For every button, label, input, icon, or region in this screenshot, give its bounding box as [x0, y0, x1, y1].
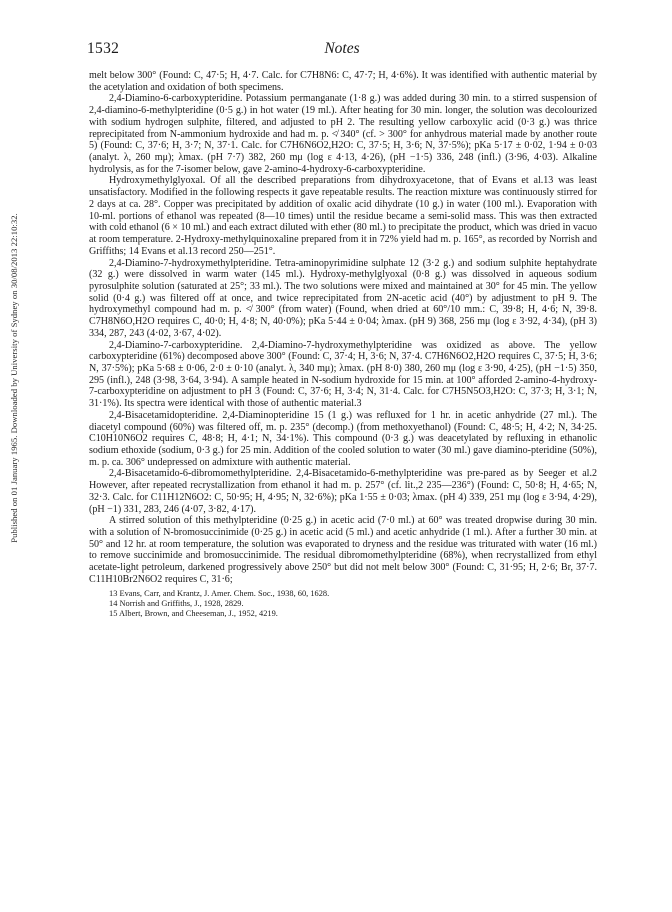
- footnote-14: 14 Norrish and Griffiths, J., 1928, 2829.: [109, 598, 244, 608]
- page-header: [87, 40, 597, 64]
- paragraph-hydroxymethylglyoxal: Hydroxymethylglyoxal. Of all the described preparations from dihydroxyacetone, that of Evans et al.13 was least unsatisfactory. Modified in the following respects it gave repeatable results. The reaction mixture was continuously stirred for 2 days at ca. 28°. Copper was precipitated by addition of oxalic acid dihydrate (10 g.) in water (100 ml.). Evaporation with 10-ml. portions of ethanol was repeated (8—10 times) until the residue became a semi-solid mass. This was then extracted with cold ethanol (6 × 10 ml.) and each extract diluted with ether (80 ml.) to precipitate the product, which was dried in vacuo at room temperature. 2-Hydroxy-methylquinoxaline prepared from it in 72% yield had m. p. 165°, as recorded by Norrish and Griffiths; 14 Evans et al.13 record 250—251°.: [89, 175, 597, 257]
- paragraph-bromination-procedure: A stirred solution of this methylpteridine (0·25 g.) in acetic acid (7·0 ml.) at 60° was treated dropwise during 30 min. with a solution of N-bromosuccinimide (0·25 g.) in acetic acid (5 ml.) and acetic anhydride (1 ml.). After a further 30 min. at 50° and 12 hr. at room temperature, the solution was evaporated to dryness and the residue was triturated with water (16 ml.) to remove succinimide and bromosuccinimide. The residual dibromomethylpteridine (68%), when recrystallized from ethyl acetate-light petroleum, darkened progressively above 250° but did not melt below 300° (Found: C, 31·95; H, 2·6; Br, 37·7. C11H10Br2N6O2 requires C, 31·6;: [89, 515, 597, 585]
- paragraph-diamino-6-carboxypteridine: 2,4-Diamino-6-carboxypteridine. Potassium permanganate (1·8 g.) was added during 30 min. to a stirred suspension of 2,4-diamino-6-methylpteridine (0·5 g.) in hot water (19 ml.). After heating for 30 min. longer, the solution was decolourized with sodium hydrogen sulphite, filtered, and adjusted to pH 2. The resulting yellow carboxylic acid (0·3 g.) was thrice reprecipitated from N-ammonium hydroxide and had m. p. ≮ 340° (cf. > 300° for anhydrous material made by another route 5) (Found: C, 37·6; H, 3·7; N, 37·1. Calc. for C7H6N6O2,H2O: C, 37·5; H, 3·6; N, 37·5%); pKa 5·17 ± 0·02, 1·94 ± 0·03 (analyt. λ, 260 mμ); λmax. (pH 7·7) 382, 260 mμ (log ε 4·13, 4·26), (pH −1·5) 336, 248 (infl.) (3·96, 4·03). Alkaline hydrolysis, as for the 7-isomer below, gave 2-amino-4-hydroxy-6-carboxypteridine.: [89, 93, 597, 175]
- download-watermark-text: Published on 01 January 1965. Downloaded by University of Sydney on 30/08/2013 22:10:32.: [9, 213, 19, 543]
- page-number: 1532: [87, 40, 120, 57]
- paragraph-dibromomethylpteridine: 2,4-Bisacetamido-6-dibromomethylpteridine. 2,4-Bisacetamido-6-methylpteridine was pre-pared as by Seeger et al.2 However, after repeated recrystallization from ethanol it had m. p. 257° (cf. lit.,2 235—236°) (Found: C, 50·8; H, 4·65; N, 32·3. Calc. for C11H12N6O2: C, 50·95; H, 4·95; N, 32·6%); pKa 1·55 ± 0·03; λmax. (pH 4) 339, 251 mμ (log ε 3·94, 4·29), (pH −1) 331, 283, 246 (4·07, 3·82, 4·17).: [89, 468, 597, 515]
- footnotes: [89, 589, 597, 619]
- paragraph-bisacetamidopteridine: 2,4-Bisacetamidopteridine. 2,4-Diaminopteridine 15 (1 g.) was refluxed for 1 hr. in acetic anhydride (27 ml.). The diacetyl compound (60%) was filtered off, m. p. 235° (decomp.) (from methoxyethanol) (Found: C, 48·5; H, 4·2; N, 34·25. C10H10N6O2 requires C, 48·8; H, 4·1; N, 34·1%). This compound (0·3 g.) was deacetylated by refluxing in ethanolic sodium ethoxide (sodium, 0·3 g.) for 25 min. Addition of the cooled solution to water (30 ml.) gave diamino-pteridine (50%), m. p. ca. 306° undepressed on admixture with authentic material.: [89, 409, 597, 468]
- paragraph-continuation: melt below 300° (Found: C, 47·5; H, 4·7. Calc. for C7H8N6: C, 47·7; H, 4·6%). It was identified with authentic material by the acetylation and oxidation of both specimens.: [89, 70, 597, 93]
- footnote-13: 13 Evans, Carr, and Krantz, J. Amer. Chem. Soc., 1938, 60, 1628.: [109, 588, 330, 598]
- paragraph-diamino-7-carboxypteridine: 2,4-Diamino-7-carboxypteridine. 2,4-Diamino-7-hydroxymethylpteridine was oxidized as above. The yellow carboxypteridine (61%) decomposed above 300° (Found: C, 37·4; H, 3·6; N, 37·4. C7H6N6O2,H2O requires C, 37·5; H, 3·6; N, 37·5%); pKa 5·68 ± 0·06, 2·0 ± 0·10 (analyt. λ, 340 mμ); λmax. (pH 8·0) 380, 260 mμ (log ε 3·90, 4·25), (pH −1·5) 350, 295 (infl.), 248 (3·98, 3·64, 3·94). A sample heated in N-sodium hydroxide for 15 min. at 100° afforded 2-amino-4-hydroxy-7-carboxypteridine on adjustment to pH 3 (Found: C, 37·6; H, 3·4; N, 31·4. Calc. for C7H5N5O3,H2O: C, 37·3; H, 3·1; N, 31·1%). Its spectra were identical with those of authentic material.3: [89, 339, 597, 410]
- paragraph-diamino-7-hydroxymethylpteridine: 2,4-Diamino-7-hydroxymethylpteridine. Tetra-aminopyrimidine sulphate 12 (3·2 g.) and sodium sulphite heptahydrate (32 g.) were dissolved in warm water (145 ml.). Hydroxy-methylglyoxal (0·8 g.) was dissolved in aqueous sodium pyrosulphite solution (saturated at 25°; 33 ml.). The two solutions were mixed and maintained at 30° for 45 min. The yellow solid (0·4 g.) was filtered off at once, and twice reprecipitated from 2N-acetic acid (40°) by adjustment to pH 9. The hydroxymethyl compound had m. p. ≮ 300° (from water) (Found, when dried at 60°/10 mm.: C, 39·8; H, 4·6; N, 39·8. C7H8N6O,H2O requires C, 40·0; H, 4·8; N, 40·0%); pKa 5·44 ± 0·04; λmax. (pH 9) 368, 256 mμ (log ε 3·92, 4·34), (pH 3) 334, 287, 243 (4·02, 3·67, 4·02).: [89, 257, 597, 339]
- running-head: Notes: [324, 40, 360, 57]
- footnote-15: 15 Albert, Brown, and Cheeseman, J., 1952, 4219.: [109, 608, 278, 618]
- article-body: [89, 70, 597, 619]
- download-watermark: [7, 148, 21, 608]
